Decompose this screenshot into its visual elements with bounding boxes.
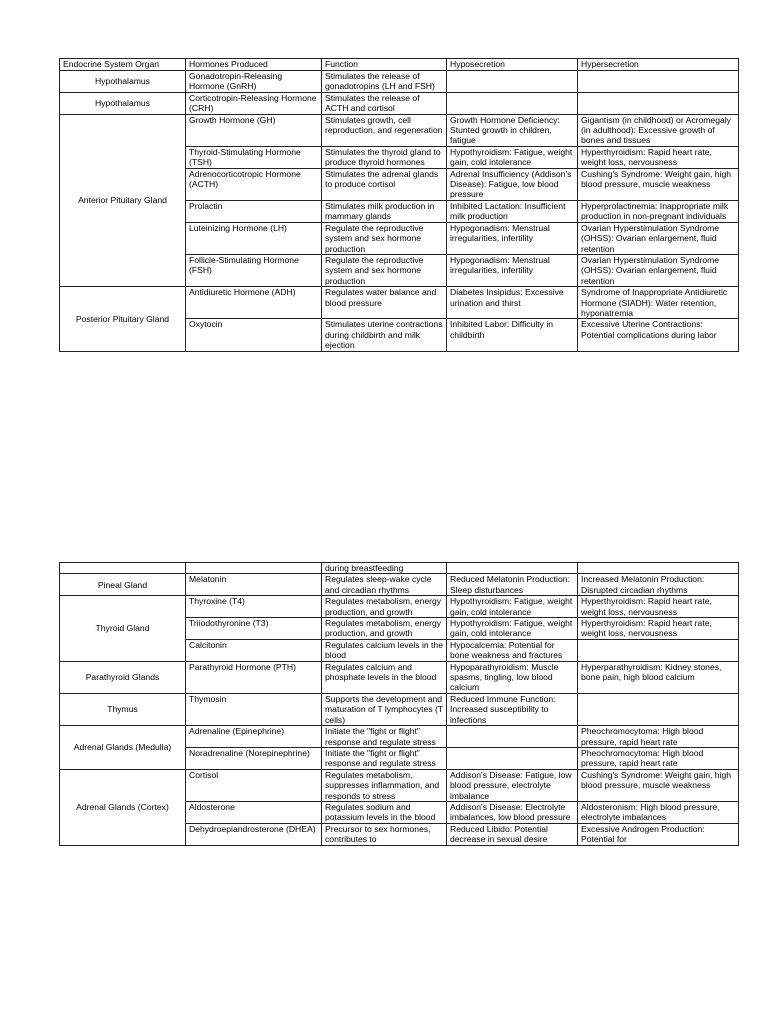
hypersecretion-cell: Aldosteronism: High blood pressure, electrolyte imbalances — [578, 801, 739, 823]
header-hypersecretion: Hypersecretion — [578, 59, 739, 71]
hyposecretion-cell: Reduced Melatonin Production: Sleep disturbances — [447, 574, 578, 596]
hypersecretion-cell: Pheochromocytoma: High blood pressure, rapid heart rate — [578, 726, 739, 748]
function-cell: Stimulates the release of ACTH and cortisol — [322, 92, 447, 114]
table-row — [60, 71, 739, 93]
header-function: Function — [322, 59, 447, 71]
table-row — [60, 114, 739, 146]
hypersecretion-cell — [578, 693, 739, 725]
table-body — [60, 563, 739, 846]
organ-cell: Adrenal Glands (Cortex) — [60, 769, 186, 845]
organ-cell — [60, 563, 186, 574]
hormone-cell: Aldosterone — [186, 801, 322, 823]
table-row — [60, 596, 739, 618]
hyposecretion-cell — [447, 92, 578, 114]
function-cell: Regulates sleep-wake cycle and circadian rhythms — [322, 574, 447, 596]
hyposecretion-cell: Hypogonadism: Menstrual irregularities, infertility — [447, 222, 578, 254]
hormone-cell: Gonadotropin-Releasing Hormone (GnRH) — [186, 71, 322, 93]
hypersecretion-cell — [578, 92, 739, 114]
hypersecretion-cell: Hyperprolactinemia: Inappropriate milk production in non-pregnant individuals — [578, 200, 739, 222]
function-cell: Precursor to sex hormones, contributes to — [322, 823, 447, 845]
hormone-cell: Triiodothyronine (T3) — [186, 618, 322, 640]
hormone-cell: Prolactin — [186, 200, 322, 222]
function-cell: Initiate the "fight or flight" response and regulate stress — [322, 726, 447, 748]
table-row — [60, 726, 739, 748]
function-cell: Regulates calcium levels in the blood — [322, 639, 447, 661]
organ-cell: Posterior Pituitary Gland — [60, 287, 186, 351]
hypersecretion-cell: Syndrome of Inappropriate Antidiuretic Hormone (SIADH): Water retention, hyponatremia — [578, 287, 739, 319]
hormone-cell: Calcitonin — [186, 639, 322, 661]
hyposecretion-cell — [447, 747, 578, 769]
organ-cell: Pineal Gland — [60, 574, 186, 596]
hyposecretion-cell: Adrenal Insufficiency (Addison's Disease): Fatigue, low blood pressure — [447, 168, 578, 200]
endocrine-table-page-2 — [59, 562, 739, 846]
hypersecretion-cell: Excessive Uterine Contractions: Potential complications during labor — [578, 319, 739, 351]
hypersecretion-cell — [578, 639, 739, 661]
hypersecretion-cell: Hyperthyroidism: Rapid heart rate, weight loss, nervousness — [578, 618, 739, 640]
table-row — [60, 574, 739, 596]
function-cell: Regulate the reproductive system and sex hormone production — [322, 254, 447, 286]
hyposecretion-cell: Inhibited Lactation: Insufficient milk production — [447, 200, 578, 222]
organ-cell: Hypothalamus — [60, 71, 186, 93]
function-cell: Regulates metabolism, energy production, and growth — [322, 618, 447, 640]
hormone-cell: Antidiuretic Hormone (ADH) — [186, 287, 322, 319]
hormone-cell: Noradrenaline (Norepinephrine) — [186, 747, 322, 769]
function-cell: Regulates metabolism, suppresses inflammation, and responds to stress — [322, 769, 447, 801]
header-hyposecretion: Hyposecretion — [447, 59, 578, 71]
hyposecretion-cell: Reduced Immune Function: Increased susceptibility to infections — [447, 693, 578, 725]
hypersecretion-cell: Hyperparathyroidism: Kidney stones, bone pain, high blood calcium — [578, 661, 739, 693]
hyposecretion-cell: Hypothyroidism: Fatigue, weight gain, cold intolerance — [447, 618, 578, 640]
function-cell: Stimulates the adrenal glands to produce cortisol — [322, 168, 447, 200]
hypersecretion-cell: Excessive Androgen Production: Potential for — [578, 823, 739, 845]
table-row — [60, 769, 739, 801]
organ-cell: Hypothalamus — [60, 92, 186, 114]
function-cell: Regulate the reproductive system and sex hormone production — [322, 222, 447, 254]
hormone-cell: Luteinizing Hormone (LH) — [186, 222, 322, 254]
hormone-cell: Cortisol — [186, 769, 322, 801]
hormone-cell: Thymosin — [186, 693, 322, 725]
hypersecretion-cell: Cushing's Syndrome: Weight gain, high blood pressure, muscle weakness — [578, 769, 739, 801]
hormone-cell: Adrenaline (Epinephrine) — [186, 726, 322, 748]
hyposecretion-cell: Addison's Disease: Fatigue, low blood pressure, electrolyte imbalance — [447, 769, 578, 801]
table-header-row — [60, 59, 739, 71]
hyposecretion-cell: Inhibited Labor: Difficulty in childbirth — [447, 319, 578, 351]
hypersecretion-cell — [578, 563, 739, 574]
hyposecretion-cell: Hypocalcemia: Potential for bone weakness and fractures — [447, 639, 578, 661]
hormone-cell: Oxytocin — [186, 319, 322, 351]
organ-cell: Thymus — [60, 693, 186, 725]
hyposecretion-cell: Hypothyroidism: Fatigue, weight gain, cold intolerance — [447, 596, 578, 618]
hyposecretion-cell — [447, 71, 578, 93]
hyposecretion-cell — [447, 726, 578, 748]
hormone-cell: Follicle-Stimulating Hormone (FSH) — [186, 254, 322, 286]
continuation-row — [60, 563, 739, 574]
table-body — [60, 59, 739, 352]
function-cell: Regulates metabolism, energy production, and growth — [322, 596, 447, 618]
hyposecretion-cell: Addison's Disease: Electrolyte imbalances, low blood pressure — [447, 801, 578, 823]
hyposecretion-cell: Hypoparathyroidism: Muscle spasms, tingling, low blood calcium — [447, 661, 578, 693]
organ-cell: Anterior Pituitary Gland — [60, 114, 186, 287]
function-cell: Stimulates the release of gonadotropins (LH and FSH) — [322, 71, 447, 93]
hypersecretion-cell: Gigantism (in childhood) or Acromegaly (in adulthood): Excessive growth of bones and tissues — [578, 114, 739, 146]
hypersecretion-cell: Pheochromocytoma: High blood pressure, rapid heart rate — [578, 747, 739, 769]
hypersecretion-cell: Cushing's Syndrome: Weight gain, high blood pressure, muscle weakness — [578, 168, 739, 200]
function-cell: Stimulates uterine contractions during childbirth and milk ejection — [322, 319, 447, 351]
function-cell: Stimulates milk production in mammary glands — [322, 200, 447, 222]
function-cell: Initiate the "fight or flight" response and regulate stress — [322, 747, 447, 769]
hormone-cell: Melatonin — [186, 574, 322, 596]
hormone-cell: Thyroid-Stimulating Hormone (TSH) — [186, 146, 322, 168]
hypersecretion-cell: Hyperthyroidism: Rapid heart rate, weight loss, nervousness — [578, 146, 739, 168]
organ-cell: Thyroid Gland — [60, 596, 186, 661]
hypersecretion-cell: Hyperthyroidism: Rapid heart rate, weight loss, nervousness — [578, 596, 739, 618]
hypersecretion-cell: Increased Melatonin Production: Disrupted circadian rhythms — [578, 574, 739, 596]
hypersecretion-cell: Ovarian Hyperstimulation Syndrome (OHSS): Ovarian enlargement, fluid retention — [578, 254, 739, 286]
table-row — [60, 92, 739, 114]
endocrine-table-page-1 — [59, 58, 739, 352]
function-cell: Stimulates the thyroid gland to produce thyroid hormones — [322, 146, 447, 168]
table-row — [60, 287, 739, 319]
function-cell: Regulates calcium and phosphate levels in the blood — [322, 661, 447, 693]
hormone-cell: Dehydroepiandrosterone (DHEA) — [186, 823, 322, 845]
hyposecretion-cell — [447, 563, 578, 574]
hormone-cell: Corticotropin-Releasing Hormone (CRH) — [186, 92, 322, 114]
function-cell: during breastfeeding — [322, 563, 447, 574]
organ-cell: Adrenal Glands (Medulla) — [60, 726, 186, 770]
function-cell: Stimulates growth, cell reproduction, and regeneration — [322, 114, 447, 146]
hyposecretion-cell: Reduced Libido: Potential decrease in sexual desire — [447, 823, 578, 845]
hypersecretion-cell: Ovarian Hyperstimulation Syndrome (OHSS): Ovarian enlargement, fluid retention — [578, 222, 739, 254]
organ-cell: Parathyroid Glands — [60, 661, 186, 693]
hyposecretion-cell: Growth Hormone Deficiency: Stunted growth in children, fatigue — [447, 114, 578, 146]
hormone-cell — [186, 563, 322, 574]
function-cell: Regulates sodium and potassium levels in the blood — [322, 801, 447, 823]
hyposecretion-cell: Diabetes Insipidus: Excessive urination and thirst — [447, 287, 578, 319]
header-organ: Endocrine System Organ — [60, 59, 186, 71]
header-hormones: Hormones Produced — [186, 59, 322, 71]
table-row — [60, 693, 739, 725]
hyposecretion-cell: Hypogonadism: Menstrual irregularities, infertility — [447, 254, 578, 286]
hyposecretion-cell: Hypothyroidism: Fatigue, weight gain, cold intolerance — [447, 146, 578, 168]
hormone-cell: Growth Hormone (GH) — [186, 114, 322, 146]
function-cell: Supports the development and maturation of T lymphocytes (T cells) — [322, 693, 447, 725]
hypersecretion-cell — [578, 71, 739, 93]
function-cell: Regulates water balance and blood pressure — [322, 287, 447, 319]
hormone-cell: Parathyroid Hormone (PTH) — [186, 661, 322, 693]
hormone-cell: Adrenocorticotropic Hormone (ACTH) — [186, 168, 322, 200]
table-row — [60, 661, 739, 693]
hormone-cell: Thyroxine (T4) — [186, 596, 322, 618]
